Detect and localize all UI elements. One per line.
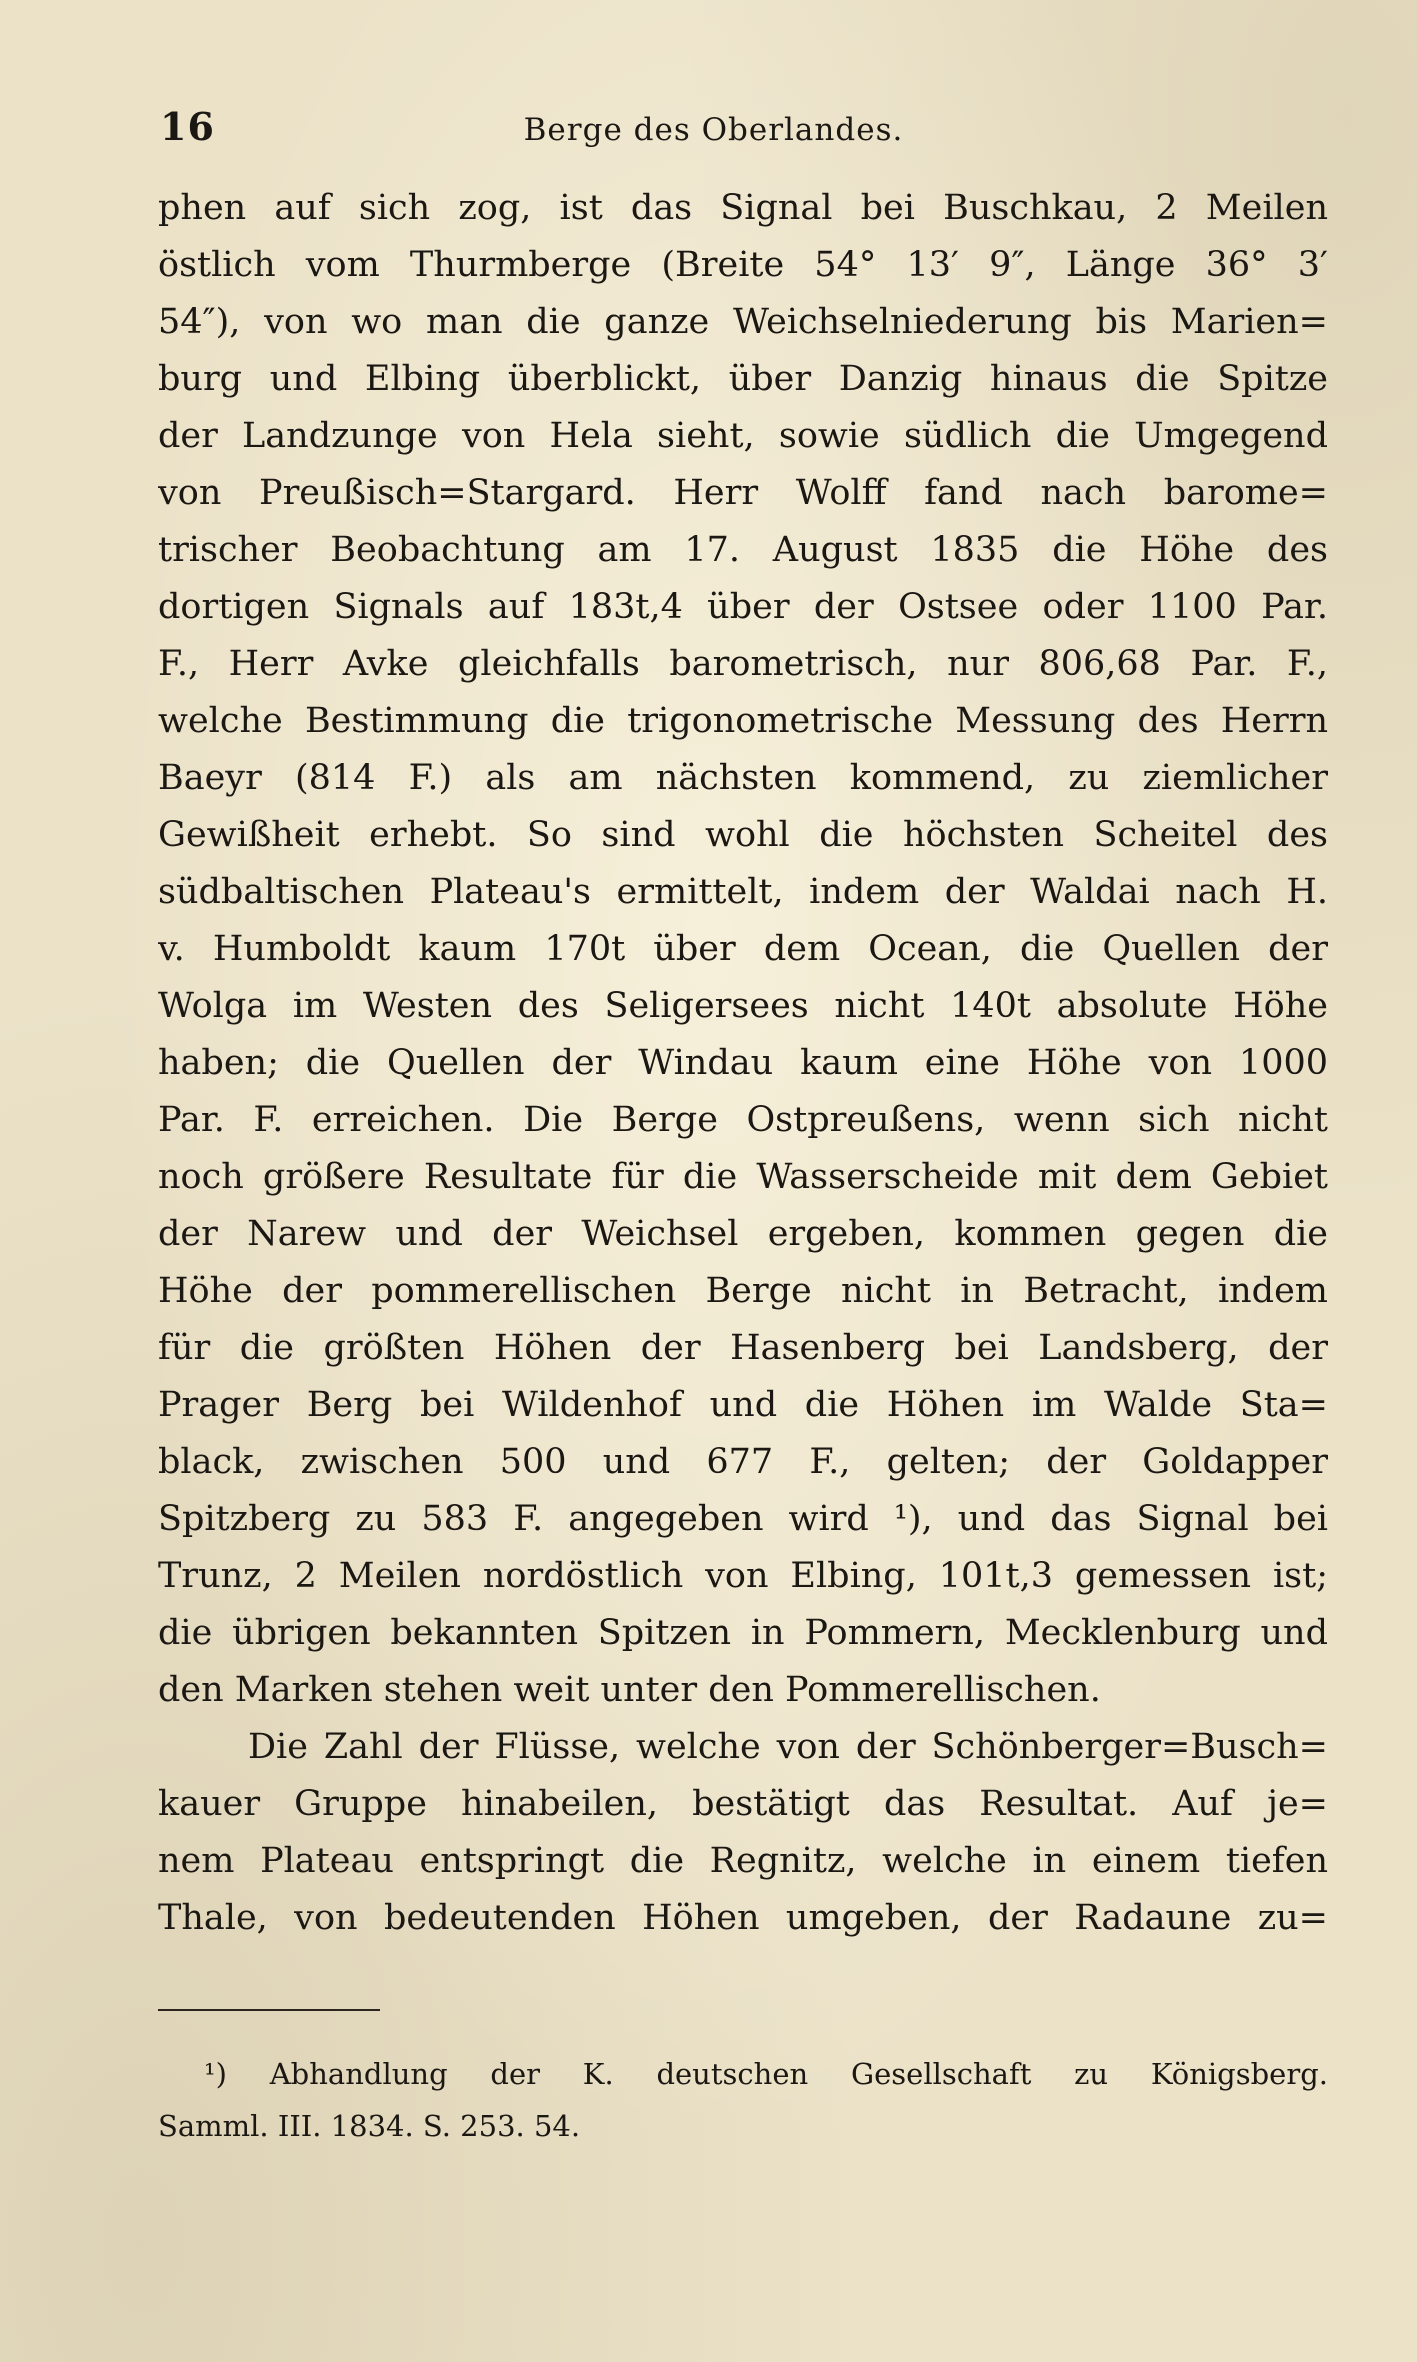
page-number: 16 [160,104,215,149]
text-line: noch größere Resultate für die Wasserscheide mit dem Gebiet [158,1157,1328,1197]
text-line: Gewißheit erhebt. So sind wohl die höchsten Scheitel des [158,815,1328,855]
text-line: 54″), von wo man die ganze Weichselniederung bis Marien= [158,302,1328,342]
text-line: nem Plateau entspringt die Regnitz, welche in einem tiefen [158,1841,1328,1881]
text-line: Trunz, 2 Meilen nordöstlich von Elbing, 101t,3 gemessen ist; [158,1556,1328,1596]
footnote-divider [158,2009,380,2011]
text-line: Par. F. erreichen. Die Berge Ostpreußens, wenn sich nicht [158,1100,1328,1140]
text-line: Höhe der pommerellischen Berge nicht in Betracht, indem [158,1271,1328,1311]
text-line: trischer Beobachtung am 17. August 1835 die Höhe des [158,530,1328,570]
footnote-line: ¹) Abhandlung der K. deutschen Gesellschaft zu Königsberg. [204,2057,1328,2091]
footnote-line: Samml. III. 1834. S. 253. 54. [158,2109,581,2143]
text-line: phen auf sich zog, ist das Signal bei Buschkau, 2 Meilen [158,188,1328,228]
running-head: Berge des Oberlandes. [523,112,904,148]
footnotes [158,2048,1328,2152]
text-line: die übrigen bekannten Spitzen in Pommern, Mecklenburg und [158,1613,1328,1653]
text-line: von Preußisch=Stargard. Herr Wolff fand nach barome= [158,473,1328,513]
text-line: Baeyr (814 F.) als am nächsten kommend, zu ziemlicher [158,758,1328,798]
text-line: Thale, von bedeutenden Höhen umgeben, der Radaune zu= [158,1898,1328,1938]
body-text [158,180,1328,1947]
text-line: welche Bestimmung die trigonometrische Messung des Herrn [158,701,1328,741]
text-line: östlich vom Thurmberge (Breite 54° 13′ 9″, Länge 36° 3′ [158,245,1328,285]
text-line: dortigen Signals auf 183t,4 über der Ostsee oder 1100 Par. [158,587,1328,627]
text-line: v. Humboldt kaum 170t über dem Ocean, die Quellen der [158,929,1328,969]
text-line: F., Herr Avke gleichfalls barometrisch, nur 806,68 Par. F., [158,644,1328,684]
text-line: der Landzunge von Hela sieht, sowie südlich die Umgegend [158,416,1328,456]
paragraph-start-line: Die Zahl der Flüsse, welche von der Schönberger=Busch= [248,1727,1328,1767]
page-header [160,104,1267,154]
text-line: black, zwischen 500 und 677 F., gelten; der Goldapper [158,1442,1328,1482]
text-line: Spitzberg zu 583 F. angegeben wird ¹), und das Signal bei [158,1499,1328,1539]
text-line: kauer Gruppe hinabeilen, bestätigt das Resultat. Auf je= [158,1784,1328,1824]
text-line: haben; die Quellen der Windau kaum eine Höhe von 1000 [158,1043,1328,1083]
text-line: südbaltischen Plateau's ermittelt, indem der Waldai nach H. [158,872,1328,912]
text-line: burg und Elbing überblickt, über Danzig hinaus die Spitze [158,359,1328,399]
text-line: Prager Berg bei Wildenhof und die Höhen im Walde Sta= [158,1385,1328,1425]
text-line: Wolga im Westen des Seligersees nicht 140t absolute Höhe [158,986,1328,1026]
text-line: für die größten Höhen der Hasenberg bei Landsberg, der [158,1328,1328,1368]
text-line: der Narew und der Weichsel ergeben, kommen gegen die [158,1214,1328,1254]
text-line: den Marken stehen weit unter den Pommerellischen. [158,1670,1101,1710]
